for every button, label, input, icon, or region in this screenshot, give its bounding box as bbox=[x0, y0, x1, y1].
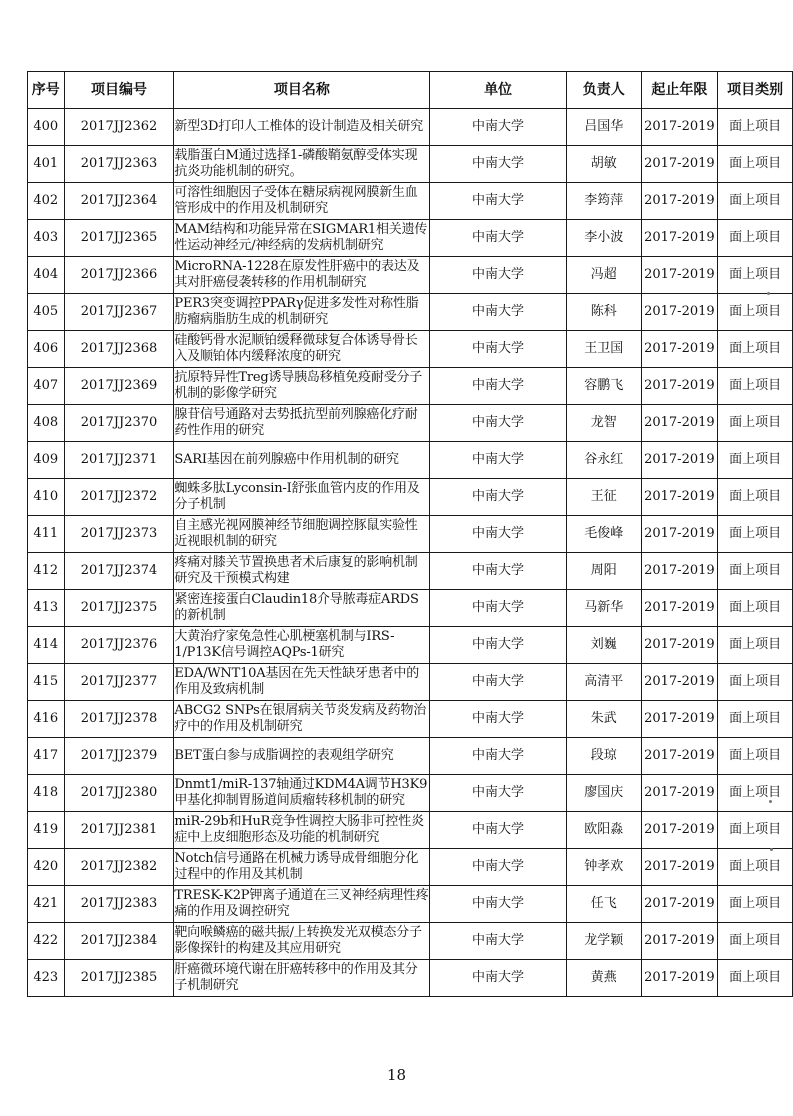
row-years: 2017-2019 bbox=[641, 664, 718, 701]
row-years: 2017-2019 bbox=[641, 220, 718, 257]
row-code: 2017JJ2380 bbox=[64, 775, 174, 812]
row-project-name: 紧密连接蛋白Claudin18介导脓毒症ARDS的新机制 bbox=[174, 590, 430, 627]
row-years: 2017-2019 bbox=[641, 146, 718, 183]
row-years: 2017-2019 bbox=[641, 812, 718, 849]
row-years: 2017-2019 bbox=[641, 405, 718, 442]
row-project-name: BET蛋白参与成脂调控的表观组学研究 bbox=[174, 738, 430, 775]
row-unit: 中南大学 bbox=[430, 664, 567, 701]
row-type: 面上项目 bbox=[718, 923, 793, 960]
table-row bbox=[28, 960, 793, 997]
row-leader: 钟孝欢 bbox=[566, 849, 641, 886]
row-unit: 中南大学 bbox=[430, 553, 567, 590]
table-row bbox=[28, 812, 793, 849]
row-project-name: 可溶性细胞因子受体在糖尿病视网膜新生血管形成中的作用及机制研究 bbox=[174, 183, 430, 220]
row-type: 面上项目 bbox=[718, 331, 793, 368]
row-seq: 411 bbox=[28, 516, 65, 553]
row-leader: 欧阳淼 bbox=[566, 812, 641, 849]
row-unit: 中南大学 bbox=[430, 331, 567, 368]
row-seq: 416 bbox=[28, 701, 65, 738]
row-unit: 中南大学 bbox=[430, 146, 567, 183]
table-row bbox=[28, 775, 793, 812]
row-project-name: 大黄治疗家兔急性心肌梗塞机制与IRS-1/P13K信号调控AQPs-1研究 bbox=[174, 627, 430, 664]
row-project-name: EDA/WNT10A基因在先天性缺牙患者中的作用及致病机制 bbox=[174, 664, 430, 701]
row-seq: 423 bbox=[28, 960, 65, 997]
table-row bbox=[28, 109, 793, 146]
row-leader: 胡敏 bbox=[566, 146, 641, 183]
row-unit: 中南大学 bbox=[430, 886, 567, 923]
row-seq: 405 bbox=[28, 294, 65, 331]
row-seq: 407 bbox=[28, 368, 65, 405]
row-leader: 段琼 bbox=[566, 738, 641, 775]
row-years: 2017-2019 bbox=[641, 442, 718, 479]
row-years: 2017-2019 bbox=[641, 627, 718, 664]
row-unit: 中南大学 bbox=[430, 775, 567, 812]
table-row bbox=[28, 701, 793, 738]
table-row bbox=[28, 405, 793, 442]
row-code: 2017JJ2372 bbox=[64, 479, 174, 516]
row-unit: 中南大学 bbox=[430, 405, 567, 442]
row-seq: 404 bbox=[28, 257, 65, 294]
row-project-name: 靶向喉鳞癌的磁共振/上转换发光双模态分子影像探针的构建及其应用研究 bbox=[174, 923, 430, 960]
row-project-name: 疼痛对膝关节置换患者术后康复的影响机制研究及干预模式构建 bbox=[174, 553, 430, 590]
row-leader: 朱武 bbox=[566, 701, 641, 738]
row-leader: 龙智 bbox=[566, 405, 641, 442]
table-row bbox=[28, 849, 793, 886]
row-type: 面上项目 bbox=[718, 109, 793, 146]
scan-speck bbox=[770, 848, 773, 851]
row-type: 面上项目 bbox=[718, 960, 793, 997]
row-seq: 406 bbox=[28, 331, 65, 368]
row-code: 2017JJ2385 bbox=[64, 960, 174, 997]
row-project-name: 新型3D打印人工椎体的设计制造及相关研究 bbox=[174, 109, 430, 146]
row-code: 2017JJ2366 bbox=[64, 257, 174, 294]
row-unit: 中南大学 bbox=[430, 183, 567, 220]
row-type: 面上项目 bbox=[718, 775, 793, 812]
row-project-name: ABCG2 SNPs在银屑病关节炎发病及药物治疗中的作用及机制研究 bbox=[174, 701, 430, 738]
row-leader: 黄燕 bbox=[566, 960, 641, 997]
header-unit: 单位 bbox=[430, 72, 567, 109]
row-seq: 408 bbox=[28, 405, 65, 442]
row-project-name: SARI基因在前列腺癌中作用机制的研究 bbox=[174, 442, 430, 479]
row-code: 2017JJ2381 bbox=[64, 812, 174, 849]
row-unit: 中南大学 bbox=[430, 590, 567, 627]
row-type: 面上项目 bbox=[718, 590, 793, 627]
row-years: 2017-2019 bbox=[641, 849, 718, 886]
header-seq: 序号 bbox=[28, 72, 65, 109]
row-years: 2017-2019 bbox=[641, 960, 718, 997]
row-years: 2017-2019 bbox=[641, 479, 718, 516]
row-code: 2017JJ2370 bbox=[64, 405, 174, 442]
row-seq: 420 bbox=[28, 849, 65, 886]
row-code: 2017JJ2377 bbox=[64, 664, 174, 701]
row-unit: 中南大学 bbox=[430, 627, 567, 664]
row-project-name: Dnmt1/miR-137轴通过KDM4A调节H3K9甲基化抑制胃肠道间质瘤转移机制的研究 bbox=[174, 775, 430, 812]
row-code: 2017JJ2364 bbox=[64, 183, 174, 220]
row-code: 2017JJ2379 bbox=[64, 738, 174, 775]
row-leader: 陈科 bbox=[566, 294, 641, 331]
row-years: 2017-2019 bbox=[641, 923, 718, 960]
header-code: 项目编号 bbox=[64, 72, 174, 109]
row-code: 2017JJ2371 bbox=[64, 442, 174, 479]
scan-speck bbox=[769, 800, 772, 803]
row-type: 面上项目 bbox=[718, 886, 793, 923]
row-years: 2017-2019 bbox=[641, 701, 718, 738]
row-unit: 中南大学 bbox=[430, 220, 567, 257]
row-unit: 中南大学 bbox=[430, 812, 567, 849]
row-seq: 400 bbox=[28, 109, 65, 146]
row-leader: 周阳 bbox=[566, 553, 641, 590]
header-leader: 负责人 bbox=[566, 72, 641, 109]
row-years: 2017-2019 bbox=[641, 183, 718, 220]
header-years: 起止年限 bbox=[641, 72, 718, 109]
row-type: 面上项目 bbox=[718, 627, 793, 664]
table-header-row bbox=[28, 72, 793, 109]
row-project-name: 载脂蛋白M通过选择1-磷酸鞘氨醇受体实现抗炎功能机制的研究。 bbox=[174, 146, 430, 183]
row-years: 2017-2019 bbox=[641, 331, 718, 368]
row-leader: 刘巍 bbox=[566, 627, 641, 664]
row-seq: 413 bbox=[28, 590, 65, 627]
row-leader: 李小波 bbox=[566, 220, 641, 257]
row-years: 2017-2019 bbox=[641, 886, 718, 923]
header-type: 项目类别 bbox=[718, 72, 793, 109]
table-row bbox=[28, 923, 793, 960]
row-project-name: 硅酸钙骨水泥顺铂缓释微球复合体诱导骨长入及顺铂体内缓释浓度的研究 bbox=[174, 331, 430, 368]
row-leader: 王卫国 bbox=[566, 331, 641, 368]
row-type: 面上项目 bbox=[718, 812, 793, 849]
row-type: 面上项目 bbox=[718, 664, 793, 701]
row-code: 2017JJ2368 bbox=[64, 331, 174, 368]
row-project-name: 腺苷信号通路对去势抵抗型前列腺癌化疗耐药性作用的研究 bbox=[174, 405, 430, 442]
row-code: 2017JJ2378 bbox=[64, 701, 174, 738]
table-row bbox=[28, 368, 793, 405]
row-seq: 401 bbox=[28, 146, 65, 183]
row-type: 面上项目 bbox=[718, 220, 793, 257]
row-unit: 中南大学 bbox=[430, 479, 567, 516]
table-row bbox=[28, 294, 793, 331]
row-type: 面上项目 bbox=[718, 701, 793, 738]
row-type: 面上项目 bbox=[718, 738, 793, 775]
row-type: 面上项目 bbox=[718, 146, 793, 183]
row-seq: 403 bbox=[28, 220, 65, 257]
row-leader: 廖国庆 bbox=[566, 775, 641, 812]
row-years: 2017-2019 bbox=[641, 294, 718, 331]
row-unit: 中南大学 bbox=[430, 442, 567, 479]
row-seq: 410 bbox=[28, 479, 65, 516]
row-code: 2017JJ2376 bbox=[64, 627, 174, 664]
row-unit: 中南大学 bbox=[430, 923, 567, 960]
scan-speck bbox=[767, 292, 770, 295]
row-unit: 中南大学 bbox=[430, 849, 567, 886]
row-seq: 415 bbox=[28, 664, 65, 701]
row-project-name: 自主感光视网膜神经节细胞调控豚鼠实验性近视眼机制的研究 bbox=[174, 516, 430, 553]
row-unit: 中南大学 bbox=[430, 294, 567, 331]
table-row bbox=[28, 627, 793, 664]
row-type: 面上项目 bbox=[718, 294, 793, 331]
row-leader: 王征 bbox=[566, 479, 641, 516]
row-seq: 412 bbox=[28, 553, 65, 590]
row-unit: 中南大学 bbox=[430, 109, 567, 146]
row-years: 2017-2019 bbox=[641, 738, 718, 775]
row-code: 2017JJ2374 bbox=[64, 553, 174, 590]
row-code: 2017JJ2362 bbox=[64, 109, 174, 146]
table-row bbox=[28, 257, 793, 294]
row-years: 2017-2019 bbox=[641, 109, 718, 146]
row-project-name: MAM结构和功能异常在SIGMAR1相关遗传性运动神经元/神经病的发病机制研究 bbox=[174, 220, 430, 257]
row-unit: 中南大学 bbox=[430, 960, 567, 997]
table-row bbox=[28, 664, 793, 701]
row-seq: 414 bbox=[28, 627, 65, 664]
row-seq: 418 bbox=[28, 775, 65, 812]
row-leader: 冯超 bbox=[566, 257, 641, 294]
row-code: 2017JJ2383 bbox=[64, 886, 174, 923]
row-type: 面上项目 bbox=[718, 479, 793, 516]
table-row bbox=[28, 738, 793, 775]
row-years: 2017-2019 bbox=[641, 516, 718, 553]
row-project-name: 抗原特异性Treg诱导胰岛移植免疫耐受分子机制的影像学研究 bbox=[174, 368, 430, 405]
row-seq: 422 bbox=[28, 923, 65, 960]
row-leader: 谷永红 bbox=[566, 442, 641, 479]
row-seq: 402 bbox=[28, 183, 65, 220]
row-unit: 中南大学 bbox=[430, 738, 567, 775]
row-years: 2017-2019 bbox=[641, 368, 718, 405]
row-type: 面上项目 bbox=[718, 405, 793, 442]
row-type: 面上项目 bbox=[718, 849, 793, 886]
row-code: 2017JJ2363 bbox=[64, 146, 174, 183]
row-leader: 任飞 bbox=[566, 886, 641, 923]
row-leader: 龙学颖 bbox=[566, 923, 641, 960]
row-type: 面上项目 bbox=[718, 257, 793, 294]
row-seq: 421 bbox=[28, 886, 65, 923]
row-type: 面上项目 bbox=[718, 516, 793, 553]
table-row bbox=[28, 886, 793, 923]
table-row bbox=[28, 183, 793, 220]
table-row bbox=[28, 331, 793, 368]
row-project-name: 蜘蛛多肽Lyconsin-I舒张血管内皮的作用及分子机制 bbox=[174, 479, 430, 516]
row-years: 2017-2019 bbox=[641, 553, 718, 590]
table-row bbox=[28, 516, 793, 553]
page-number: 18 bbox=[386, 1066, 407, 1084]
row-project-name: TRESK-K2P钾离子通道在三叉神经病理性疼痛的作用及调控研究 bbox=[174, 886, 430, 923]
row-leader: 容鹏飞 bbox=[566, 368, 641, 405]
row-project-name: Notch信号通路在机械力诱导成骨细胞分化过程中的作用及其机制 bbox=[174, 849, 430, 886]
row-seq: 419 bbox=[28, 812, 65, 849]
row-project-name: miR-29b和HuR竞争性调控大肠非可控性炎症中上皮细胞形态及功能的机制研究 bbox=[174, 812, 430, 849]
row-project-name: MicroRNA-1228在原发性肝癌中的表达及其对肝癌侵袭转移的作用机制研究 bbox=[174, 257, 430, 294]
row-unit: 中南大学 bbox=[430, 368, 567, 405]
row-leader: 李筠萍 bbox=[566, 183, 641, 220]
table-row bbox=[28, 442, 793, 479]
row-project-name: 肝癌微环境代谢在肝癌转移中的作用及其分子机制研究 bbox=[174, 960, 430, 997]
table-row bbox=[28, 220, 793, 257]
row-seq: 417 bbox=[28, 738, 65, 775]
row-code: 2017JJ2373 bbox=[64, 516, 174, 553]
row-code: 2017JJ2375 bbox=[64, 590, 174, 627]
row-type: 面上项目 bbox=[718, 553, 793, 590]
row-leader: 毛俊峰 bbox=[566, 516, 641, 553]
row-unit: 中南大学 bbox=[430, 516, 567, 553]
row-project-name: PER3突变调控PPARγ促进多发性对称性脂肪瘤病脂肪生成的机制研究 bbox=[174, 294, 430, 331]
row-code: 2017JJ2382 bbox=[64, 849, 174, 886]
row-years: 2017-2019 bbox=[641, 257, 718, 294]
row-type: 面上项目 bbox=[718, 183, 793, 220]
table-row bbox=[28, 479, 793, 516]
table-row bbox=[28, 590, 793, 627]
row-type: 面上项目 bbox=[718, 368, 793, 405]
row-code: 2017JJ2367 bbox=[64, 294, 174, 331]
row-years: 2017-2019 bbox=[641, 590, 718, 627]
row-unit: 中南大学 bbox=[430, 257, 567, 294]
row-leader: 吕国华 bbox=[566, 109, 641, 146]
row-seq: 409 bbox=[28, 442, 65, 479]
row-leader: 高清平 bbox=[566, 664, 641, 701]
row-code: 2017JJ2369 bbox=[64, 368, 174, 405]
row-unit: 中南大学 bbox=[430, 701, 567, 738]
table-row bbox=[28, 146, 793, 183]
row-years: 2017-2019 bbox=[641, 775, 718, 812]
row-type: 面上项目 bbox=[718, 442, 793, 479]
project-table bbox=[27, 71, 793, 997]
table-row bbox=[28, 553, 793, 590]
row-code: 2017JJ2384 bbox=[64, 923, 174, 960]
header-name: 项目名称 bbox=[174, 72, 430, 109]
row-code: 2017JJ2365 bbox=[64, 220, 174, 257]
row-leader: 马新华 bbox=[566, 590, 641, 627]
